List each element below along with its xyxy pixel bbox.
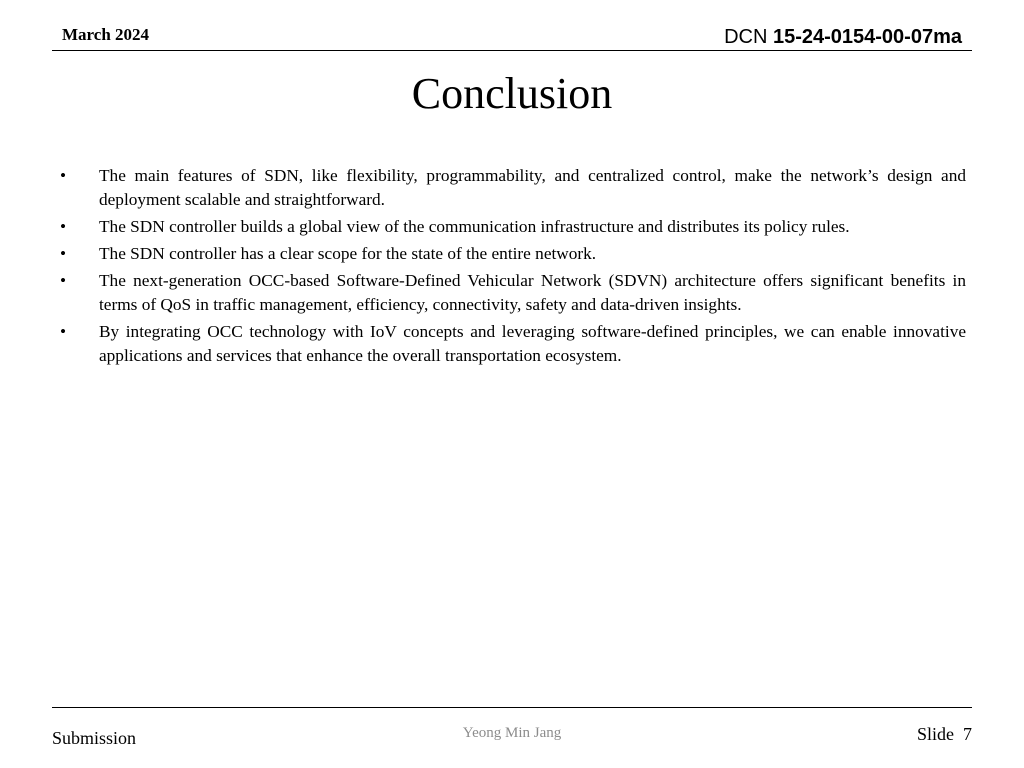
bullet-list (52, 164, 966, 371)
bullet-text: The SDN controller has a clear scope for the state of the entire network. (99, 244, 597, 263)
header-date: March 2024 (62, 25, 150, 44)
document-control-number (724, 26, 962, 49)
bullet-text: By integrating OCC technology with IoV concepts and leveraging software-defined principles, we can enable innovative applications and services that enhance the overall transportation ecosystem. (99, 322, 966, 365)
bullet-text: The main features of SDN, like flexibility, programmability, and centralized control, make the network’s design and deployment scalable and straightforward. (99, 166, 966, 209)
bullet-item (52, 242, 966, 266)
slide-number: Slide 7 (916, 724, 972, 744)
bullet-marker: • (60, 322, 67, 341)
bullet-item (52, 164, 966, 212)
bullet-item (52, 215, 966, 239)
slide-title: Conclusion (411, 69, 613, 118)
dcn-prefix: DCN (724, 26, 773, 48)
header-divider (52, 50, 972, 51)
bullet-marker: • (60, 166, 67, 185)
footer-divider (52, 707, 972, 708)
footer-submission: Submission (52, 728, 137, 748)
bullet-text: The next-generation OCC-based Software-Defined Vehicular Network (SDVN) architecture offers significant benefits in terms of QoS in traffic management, efficiency, connectivity, safety and data-driven insights. (99, 271, 966, 314)
bullet-item (52, 269, 966, 317)
bullet-marker: • (60, 271, 67, 290)
bullet-text: The SDN controller builds a global view of the communication infrastructure and distributes its policy rules. (99, 217, 850, 236)
dcn-number: 15-24-0154-00-07ma (772, 26, 962, 48)
bullet-item (52, 320, 966, 368)
bullet-marker: • (60, 244, 67, 263)
bullet-marker: • (60, 217, 67, 236)
footer-author: Yeong Min Jang (462, 725, 562, 741)
